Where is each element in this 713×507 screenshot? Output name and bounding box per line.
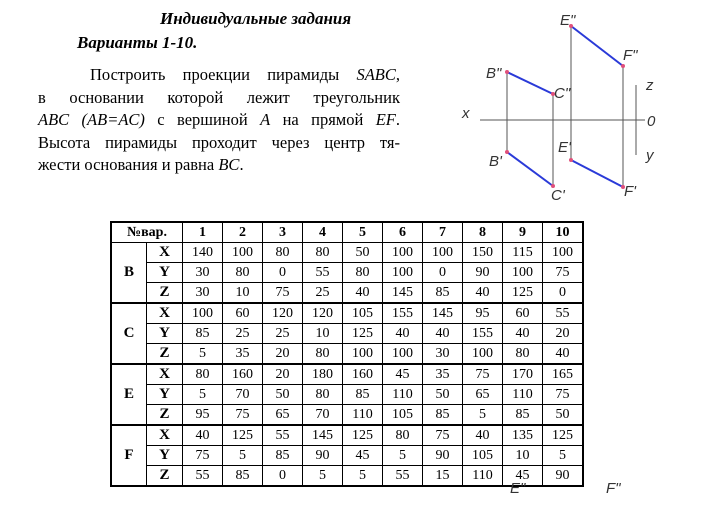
coordinate-cell: 155 <box>463 324 503 344</box>
table-row <box>111 344 583 365</box>
coordinate-cell: 110 <box>383 385 423 405</box>
task-text-run: BC <box>218 155 240 174</box>
coordinate-cell: 10 <box>303 324 343 344</box>
label-c1: C' <box>551 187 565 204</box>
coordinate-cell: 40 <box>343 283 383 304</box>
task-text-run: жести основания и равна <box>38 155 219 174</box>
coordinate-cell: 105 <box>383 405 423 426</box>
task-text-run: . <box>395 110 400 129</box>
task-line <box>38 87 400 110</box>
header-variant-number: 7 <box>423 222 463 243</box>
label-x: x <box>462 105 470 122</box>
table-row <box>111 263 583 283</box>
coordinate-cell: 100 <box>383 344 423 365</box>
label-f1: F' <box>624 183 637 200</box>
label-b2: B" <box>486 65 502 82</box>
coordinate-cell: 70 <box>223 385 263 405</box>
coordinate-cell: 65 <box>263 405 303 426</box>
coordinate-cell: 80 <box>343 263 383 283</box>
coordinate-cell: 85 <box>423 405 463 426</box>
coordinate-cell: 145 <box>303 425 343 446</box>
coordinate-cell: 25 <box>303 283 343 304</box>
coordinate-cell: 80 <box>383 425 423 446</box>
coordinate-cell: 0 <box>423 263 463 283</box>
coordinate-cell: 150 <box>463 243 503 263</box>
coordinate-cell: 70 <box>303 405 343 426</box>
point-b2 <box>505 70 509 74</box>
segment-b1c1 <box>507 152 553 186</box>
coordinate-cell: 145 <box>423 303 463 324</box>
coordinate-cell: 35 <box>423 364 463 385</box>
coordinate-cell: 80 <box>183 364 223 385</box>
coordinate-cell: 85 <box>503 405 543 426</box>
coordinate-cell: 75 <box>223 405 263 426</box>
coordinate-cell: 90 <box>303 446 343 466</box>
coordinate-cell: 20 <box>263 344 303 365</box>
point-label-cell: F <box>111 425 146 486</box>
task-line <box>38 64 400 87</box>
coordinate-cell: 80 <box>223 263 263 283</box>
table-row <box>111 364 583 385</box>
coordinate-cell: 40 <box>183 425 223 446</box>
coordinate-cell: 155 <box>383 303 423 324</box>
coordinate-cell: 55 <box>303 263 343 283</box>
heading-title: Индивидуальные задания <box>160 9 352 28</box>
bottom-label-f2: F" <box>606 480 621 497</box>
coordinate-cell: 55 <box>543 303 584 324</box>
axis-label-cell: Y <box>146 446 182 466</box>
task-text-run: , <box>395 65 400 84</box>
coordinate-cell: 100 <box>503 263 543 283</box>
axis-label-cell: Z <box>146 283 182 304</box>
coordinate-cell: 85 <box>183 324 223 344</box>
coordinate-cell: 125 <box>503 283 543 304</box>
label-o: 0 <box>647 113 656 130</box>
segment-e1f1 <box>571 160 623 187</box>
point-label-cell: C <box>111 303 146 364</box>
table-row <box>111 324 583 344</box>
coordinate-cell: 90 <box>423 446 463 466</box>
header-variant-label: №вар. <box>111 222 183 243</box>
coordinate-cell: 85 <box>423 283 463 304</box>
coordinate-cell: 85 <box>343 385 383 405</box>
projection-diagram <box>440 0 713 210</box>
point-label-cell: B <box>111 243 146 304</box>
header-variant-number: 3 <box>263 222 303 243</box>
axis-label-cell: Z <box>146 405 182 426</box>
coordinate-cell: 100 <box>383 243 423 263</box>
variants-table <box>110 221 584 487</box>
point-f2 <box>621 64 625 68</box>
coordinate-cell: 85 <box>223 466 263 487</box>
coordinate-cell: 30 <box>183 283 223 304</box>
coordinate-cell: 75 <box>263 283 303 304</box>
coordinate-cell: 25 <box>263 324 303 344</box>
coordinate-cell: 100 <box>543 243 584 263</box>
table-row <box>111 283 583 304</box>
axis-label-cell: Y <box>146 385 182 405</box>
coordinate-cell: 55 <box>183 466 223 487</box>
task-text <box>38 64 400 177</box>
coordinate-cell: 50 <box>423 385 463 405</box>
label-e1: E' <box>558 139 571 156</box>
coordinate-cell: 100 <box>463 344 503 365</box>
coordinate-cell: 75 <box>183 446 223 466</box>
task-text-run: в основании которой лежит треугольник <box>38 87 400 107</box>
coordinate-cell: 50 <box>343 243 383 263</box>
axis-label-cell: X <box>146 243 182 263</box>
coordinate-cell: 100 <box>343 344 383 365</box>
label-y: y <box>646 147 654 164</box>
coordinate-cell: 40 <box>463 283 503 304</box>
coordinate-cell: 50 <box>263 385 303 405</box>
coordinate-cell: 5 <box>303 466 343 487</box>
task-line <box>38 154 400 177</box>
coordinate-cell: 100 <box>423 243 463 263</box>
task-line <box>38 132 400 155</box>
task-text-run: на прямой <box>270 110 376 129</box>
axis-label-cell: Z <box>146 344 182 365</box>
task-text-run: . <box>239 155 244 174</box>
task-text-run: Построить проекции пирамиды <box>90 65 357 84</box>
point-e1 <box>569 158 573 162</box>
coordinate-cell: 20 <box>543 324 584 344</box>
header-variant-number: 10 <box>543 222 584 243</box>
coordinate-cell: 45 <box>343 446 383 466</box>
label-f2: F" <box>623 47 638 64</box>
header-variant-number: 1 <box>183 222 223 243</box>
coordinate-cell: 100 <box>183 303 223 324</box>
coordinate-cell: 80 <box>303 344 343 365</box>
coordinate-cell: 125 <box>343 324 383 344</box>
coordinate-cell: 80 <box>503 344 543 365</box>
coordinate-cell: 5 <box>183 344 223 365</box>
coordinate-cell: 105 <box>463 446 503 466</box>
segment-b2c2 <box>507 72 553 94</box>
coordinate-cell: 55 <box>263 425 303 446</box>
coordinate-cell: 125 <box>343 425 383 446</box>
axis-label-cell: Y <box>146 324 182 344</box>
table-row <box>111 405 583 426</box>
coordinate-cell: 180 <box>303 364 343 385</box>
coordinate-cell: 80 <box>263 243 303 263</box>
coordinate-cell: 0 <box>543 283 584 304</box>
coordinate-cell: 90 <box>543 466 584 487</box>
label-b1: B' <box>489 153 502 170</box>
header-variant-number: 8 <box>463 222 503 243</box>
coordinate-cell: 45 <box>383 364 423 385</box>
coordinate-cell: 60 <box>503 303 543 324</box>
point-b1 <box>505 150 509 154</box>
coordinate-cell: 50 <box>543 405 584 426</box>
table-row <box>111 243 583 263</box>
table-row <box>111 446 583 466</box>
coordinate-cell: 35 <box>223 344 263 365</box>
bottom-label-e2: E" <box>510 480 526 497</box>
task-text-run: ABC (AB=AC) <box>38 110 145 129</box>
coordinate-cell: 170 <box>503 364 543 385</box>
table-row <box>111 425 583 446</box>
axis-label-cell: Z <box>146 466 182 487</box>
label-e2: E" <box>560 12 576 29</box>
coordinate-cell: 5 <box>223 446 263 466</box>
coordinate-cell: 20 <box>263 364 303 385</box>
coordinate-cell: 15 <box>423 466 463 487</box>
coordinate-cell: 95 <box>183 405 223 426</box>
axis-label-cell: X <box>146 425 182 446</box>
axis-label-cell: X <box>146 364 182 385</box>
header-variant-number: 9 <box>503 222 543 243</box>
task-text-run: A <box>260 110 271 129</box>
coordinate-cell: 125 <box>223 425 263 446</box>
coordinate-cell: 80 <box>303 385 343 405</box>
coordinate-cell: 30 <box>183 263 223 283</box>
coordinate-cell: 10 <box>503 446 543 466</box>
task-text-run: с вершиной <box>144 110 261 129</box>
coordinate-cell: 40 <box>383 324 423 344</box>
coordinate-cell: 160 <box>223 364 263 385</box>
coordinate-cell: 25 <box>223 324 263 344</box>
coordinate-cell: 140 <box>183 243 223 263</box>
coordinate-cell: 5 <box>383 446 423 466</box>
header-variant-number: 5 <box>343 222 383 243</box>
coordinate-cell: 160 <box>343 364 383 385</box>
task-text-run: EF <box>375 110 396 129</box>
coordinate-cell: 145 <box>383 283 423 304</box>
coordinate-cell: 125 <box>543 425 584 446</box>
coordinate-cell: 110 <box>463 466 503 487</box>
coordinate-cell: 40 <box>543 344 584 365</box>
axis-label-cell: X <box>146 303 182 324</box>
coordinate-cell: 110 <box>343 405 383 426</box>
point-label-cell: E <box>111 364 146 425</box>
label-c2: C" <box>554 85 571 102</box>
segment-e2f2 <box>571 26 623 66</box>
task-text-run: Высота пирамиды проходит через центр тя- <box>38 132 400 152</box>
coordinate-cell: 5 <box>343 466 383 487</box>
coordinate-cell: 75 <box>543 263 584 283</box>
coordinate-cell: 60 <box>223 303 263 324</box>
coordinate-cell: 40 <box>503 324 543 344</box>
task-text-run: SABC <box>356 65 396 84</box>
coordinate-cell: 120 <box>263 303 303 324</box>
coordinate-cell: 110 <box>503 385 543 405</box>
coordinate-cell: 30 <box>423 344 463 365</box>
coordinate-cell: 75 <box>423 425 463 446</box>
coordinate-cell: 5 <box>463 405 503 426</box>
coordinate-cell: 40 <box>423 324 463 344</box>
coordinate-cell: 65 <box>463 385 503 405</box>
coordinate-cell: 0 <box>263 263 303 283</box>
axis-label-cell: Y <box>146 263 182 283</box>
coordinate-cell: 120 <box>303 303 343 324</box>
coordinate-cell: 45 <box>503 466 543 487</box>
coordinate-cell: 55 <box>383 466 423 487</box>
coordinate-cell: 100 <box>223 243 263 263</box>
label-z: z <box>646 77 654 94</box>
coordinate-cell: 80 <box>303 243 343 263</box>
table-row <box>111 385 583 405</box>
table-row <box>111 303 583 324</box>
coordinate-cell: 0 <box>263 466 303 487</box>
coordinate-cell: 5 <box>543 446 584 466</box>
coordinate-cell: 165 <box>543 364 584 385</box>
task-line <box>38 109 400 132</box>
coordinate-cell: 40 <box>463 425 503 446</box>
header-variant-number: 2 <box>223 222 263 243</box>
coordinate-cell: 105 <box>343 303 383 324</box>
coordinate-cell: 5 <box>183 385 223 405</box>
coordinate-cell: 75 <box>463 364 503 385</box>
table-header-row <box>111 222 583 243</box>
coordinate-cell: 115 <box>503 243 543 263</box>
coordinate-cell: 90 <box>463 263 503 283</box>
heading-variants: Варианты 1-10. <box>77 33 198 52</box>
coordinate-cell: 75 <box>543 385 584 405</box>
coordinate-cell: 135 <box>503 425 543 446</box>
coordinate-cell: 10 <box>223 283 263 304</box>
coordinate-cell: 85 <box>263 446 303 466</box>
coordinate-cell: 95 <box>463 303 503 324</box>
header-variant-number: 4 <box>303 222 343 243</box>
header-variant-number: 6 <box>383 222 423 243</box>
coordinate-cell: 100 <box>383 263 423 283</box>
